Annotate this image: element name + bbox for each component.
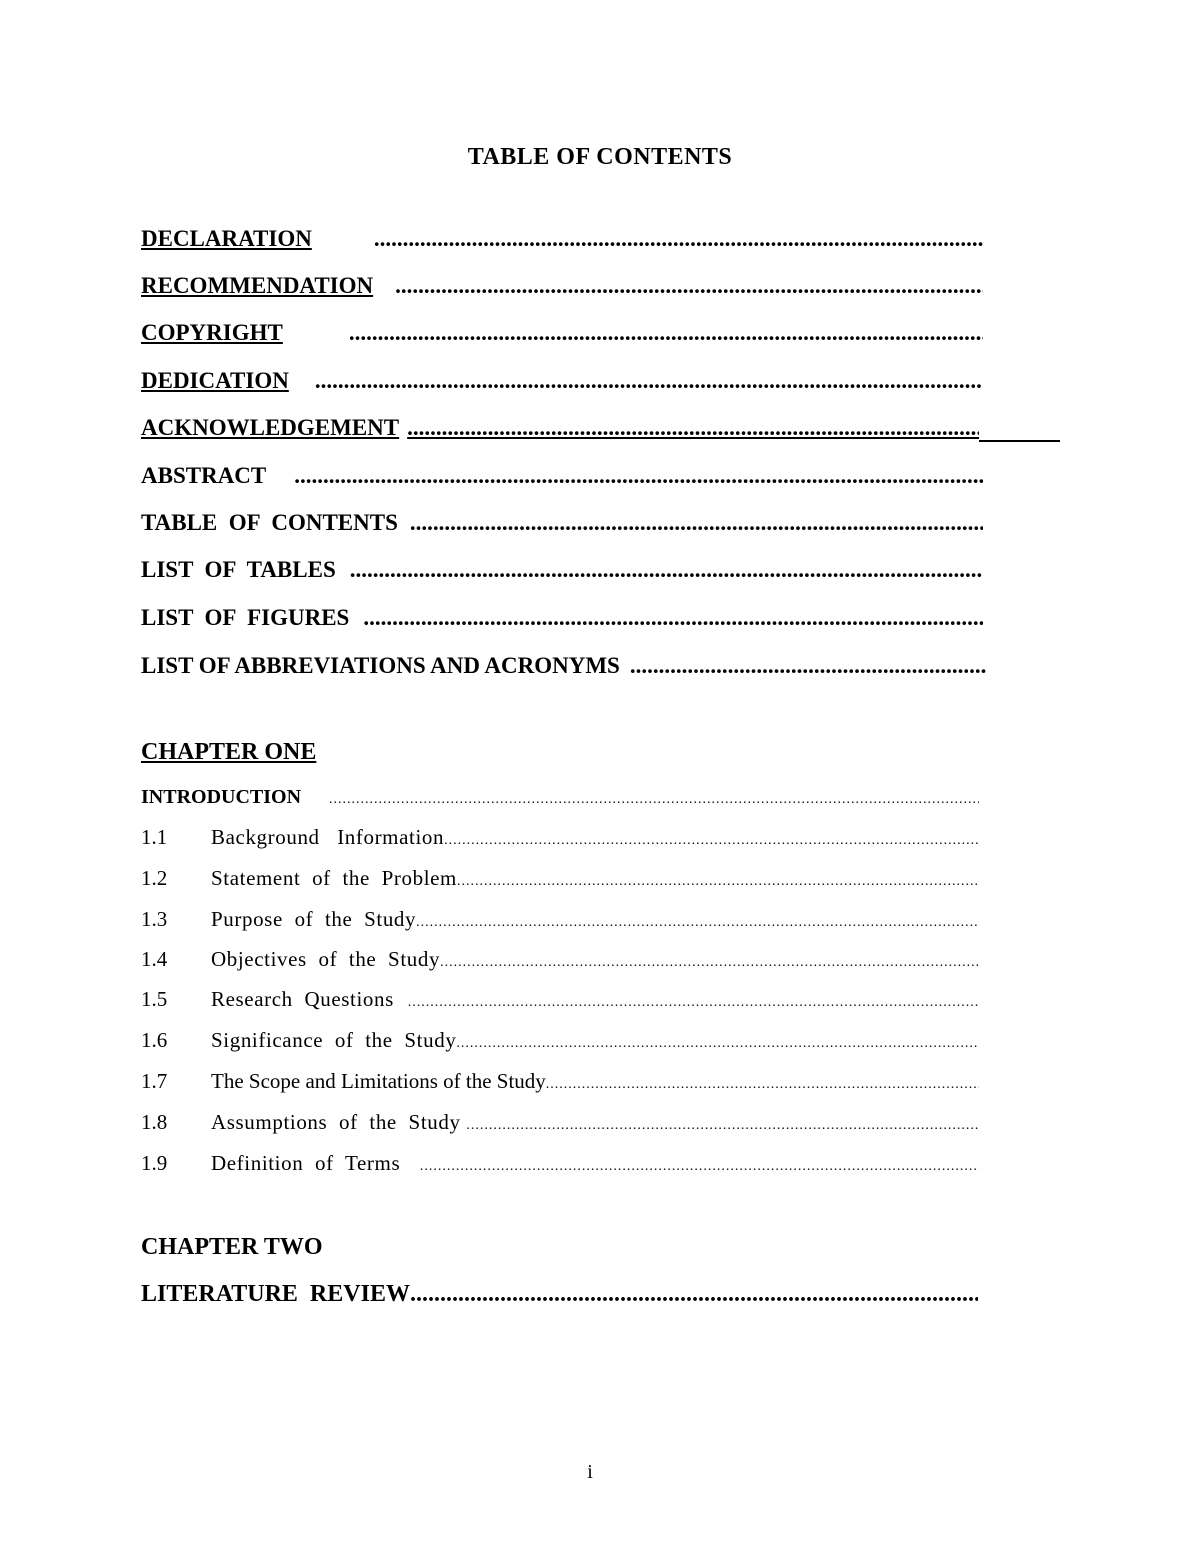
section-number: 1.4 xyxy=(141,947,168,971)
dot-leader xyxy=(546,1071,979,1095)
section-number: 1.5 xyxy=(141,987,168,1011)
dot-leader xyxy=(408,989,979,1013)
dot-leader xyxy=(407,413,979,443)
dot-leader xyxy=(395,271,983,301)
dot-leader xyxy=(410,1279,978,1309)
toc-entry-label: ABSTRACT xyxy=(141,463,267,488)
dot-leader xyxy=(420,1153,979,1177)
toc-section-1-1[interactable] xyxy=(141,823,979,851)
page-title: TABLE OF CONTENTS xyxy=(467,144,733,170)
dot-leader xyxy=(315,366,983,396)
toc-entry-table-of-contents[interactable] xyxy=(141,508,983,538)
toc-entry-introduction[interactable] xyxy=(141,783,979,811)
chapter-one-heading: CHAPTER ONE xyxy=(141,739,317,765)
toc-section-1-4[interactable] xyxy=(141,945,979,973)
toc-entry-label: ACKNOWLEDGEMENT xyxy=(141,415,400,440)
dot-leader xyxy=(444,827,979,851)
dot-leader xyxy=(440,949,979,973)
toc-entry-abstract[interactable] xyxy=(141,461,983,491)
section-title: Background Information xyxy=(211,825,445,849)
toc-section-1-5[interactable] xyxy=(141,985,979,1013)
toc-entry-list-of-figures[interactable] xyxy=(141,603,983,633)
toc-entry-label: LIST OF FIGURES xyxy=(141,605,350,630)
toc-entry-declaration[interactable] xyxy=(141,224,983,254)
dot-leader xyxy=(457,868,979,892)
section-title: Statement of the Problem xyxy=(211,866,457,890)
section-number: 1.9 xyxy=(141,1151,168,1175)
section-title: Research Questions xyxy=(211,987,400,1011)
section-number: 1.1 xyxy=(141,825,168,849)
toc-entry-label: RECOMMENDATION xyxy=(141,273,374,298)
section-number: 1.7 xyxy=(141,1069,168,1093)
toc-entry-acknowledgement[interactable] xyxy=(141,413,979,443)
section-number: 1.6 xyxy=(141,1028,168,1052)
toc-entry-dedication[interactable] xyxy=(141,366,983,396)
section-title: Objectives of the Study xyxy=(211,947,441,971)
toc-section-1-3[interactable] xyxy=(141,905,979,933)
toc-entry-label: TABLE OF CONTENTS xyxy=(141,510,398,535)
section-title: The Scope and Limitations of the Study xyxy=(211,1069,546,1093)
toc-section-1-6[interactable] xyxy=(141,1026,979,1054)
toc-entry-label: COPYRIGHT xyxy=(141,320,283,345)
toc-entry-list-of-tables[interactable] xyxy=(141,555,983,585)
section-title: Significance of the Study xyxy=(211,1028,457,1052)
dot-leader xyxy=(630,651,986,681)
chapter-two-heading: CHAPTER TWO xyxy=(141,1234,323,1260)
section-number: 1.3 xyxy=(141,907,168,931)
dot-leader xyxy=(374,224,983,254)
dot-leader xyxy=(466,1112,979,1136)
section-title: Assumptions of the Study xyxy=(211,1110,467,1134)
dot-leader xyxy=(363,603,983,633)
dot-leader xyxy=(456,1030,979,1054)
dot-leader xyxy=(350,555,983,585)
toc-entry-label: DECLARATION xyxy=(141,226,312,251)
section-title: Definition of Terms xyxy=(211,1151,412,1175)
page-number: i xyxy=(587,1461,593,1483)
toc-entry-label: INTRODUCTION xyxy=(141,786,302,808)
section-title: Purpose of the Study xyxy=(211,907,417,931)
toc-entry-label: LITERATURE REVIEW xyxy=(141,1281,410,1307)
toc-section-1-8[interactable] xyxy=(141,1108,979,1136)
toc-section-1-7[interactable] xyxy=(141,1067,979,1095)
dot-leader xyxy=(349,318,983,348)
toc-section-1-2[interactable] xyxy=(141,864,979,892)
section-number: 1.8 xyxy=(141,1110,168,1134)
underline-tail xyxy=(979,440,1060,442)
toc-entry-literature-review[interactable] xyxy=(141,1279,978,1309)
section-number: 1.2 xyxy=(141,866,168,890)
toc-entry-copyright[interactable] xyxy=(141,318,983,348)
dot-leader xyxy=(410,508,983,538)
dot-leader xyxy=(294,461,983,491)
dot-leader xyxy=(416,909,979,933)
dot-leader xyxy=(329,786,979,811)
toc-entry-recommendation[interactable] xyxy=(141,271,983,301)
toc-entry-label: DEDICATION xyxy=(141,368,289,393)
toc-entry-list-of-abbreviations[interactable] xyxy=(141,651,986,681)
toc-entry-label: LIST OF ABBREVIATIONS AND ACRONYMS xyxy=(141,653,620,678)
toc-entry-label: LIST OF TABLES xyxy=(141,557,336,582)
toc-section-1-9[interactable] xyxy=(141,1149,979,1177)
